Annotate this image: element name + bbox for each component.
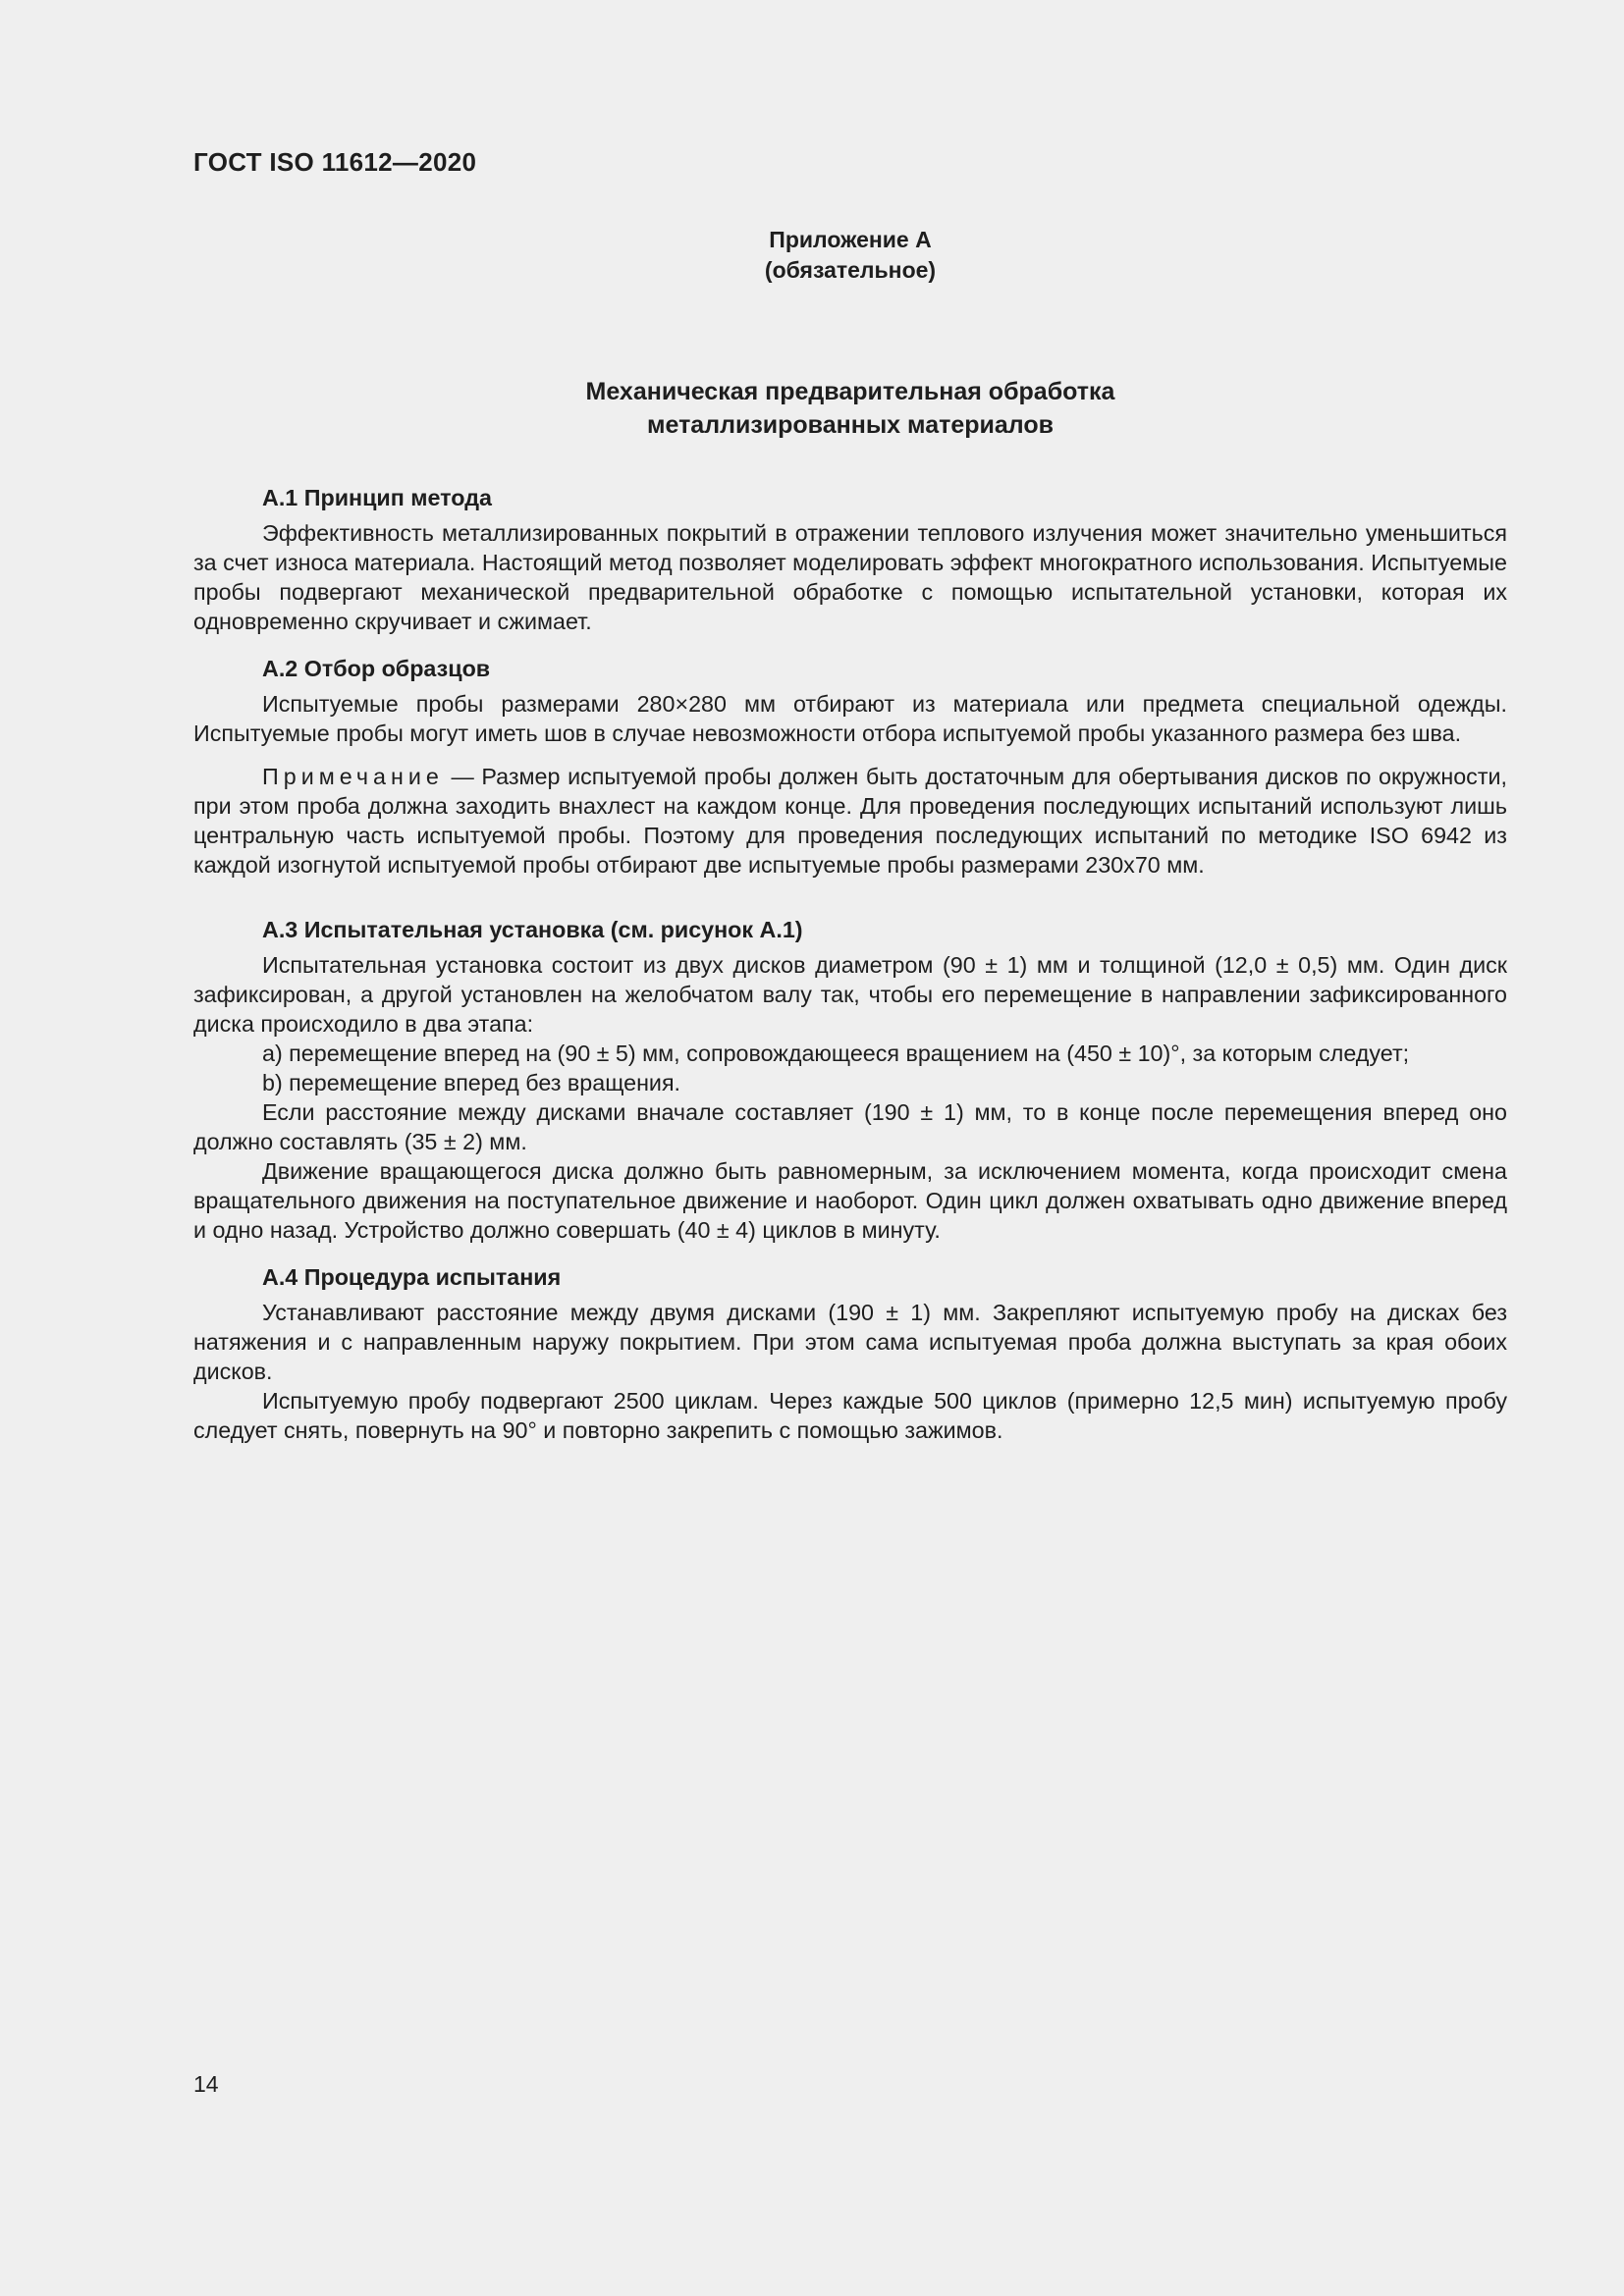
annex-status: (обязательное) (764, 257, 937, 283)
section-a2-heading: А.2 Отбор образцов (262, 656, 491, 681)
section-a4-heading: А.4 Процедура испытания (262, 1264, 562, 1290)
section-title (193, 375, 1507, 442)
section-a4 (193, 1262, 1507, 1445)
section-a1-text: Эффективность металлизированных покрытий в отражении теплового излучения может значительно уменьшиться за счет износа материала. Настоящий метод позволяет моделировать эффект многократного использования. Испытуемые пробы подвергают механической предварительной обработке с помощью испытательной установки, которая их одновременно скручивает и сжимает. (193, 520, 1507, 634)
annex-title: Приложение А (769, 227, 932, 252)
section-a2-note (193, 762, 1507, 880)
section-a2 (193, 654, 1507, 880)
section-a3 (193, 915, 1507, 1245)
note-text: — Размер испытуемой пробы должен быть достаточным для обертывания дисков по окружности, при этом проба должна заходить внахлест на каждом конце. Для проведения последующих испытаний используют лишь центральную часть испытуемой пробы. Поэтому для проведения последующих испытаний по методике ISO 6942 из каждой изогнутой испытуемой пробы отбирают две испытуемые пробы размерами 230x70 мм. (193, 764, 1507, 878)
section-a3-item-a: a) перемещение вперед на (90 ± 5) мм, сопровождающееся вращением на (450 ± 10)°, за которым следует; (262, 1041, 1410, 1066)
section-a3-item-b: b) перемещение вперед без вращения. (262, 1070, 681, 1095)
section-a4-text1: Устанавливают расстояние между двумя дисками (190 ± 1) мм. Закрепляют испытуемую пробу на дисках без натяжения и с направленным наружу покрытием. При этом сама испытуемая проба должна выступать за края обоих дисков. (193, 1300, 1507, 1384)
section-a3-text3: Движение вращающегося диска должно быть равномерным, за исключением момента, когда происходит смена вращательного движения на поступательное движение и наоборот. Один цикл должен охватывать одно движение вперед и одно назад. Устройство должно совершать (40 ± 4) циклов в минуту. (193, 1158, 1507, 1243)
section-a3-text1: Испытательная установка состоит из двух дисков диаметром (90 ± 1) мм и толщиной (12,0 ± 0,5) мм. Один диск зафиксирован, а другой установлен на желобчатом валу так, чтобы его перемещение в направлении зафиксированного диска происходило в два этапа: (193, 952, 1507, 1037)
page-number: 14 (193, 2071, 219, 2097)
annex-heading (193, 225, 1507, 286)
section-title-line1: Механическая предварительная обработка (585, 378, 1115, 405)
section-a1-heading: А.1 Принцип метода (262, 485, 492, 510)
section-a3-heading: А.3 Испытательная установка (см. рисунок А.1) (262, 917, 803, 942)
section-a4-text2: Испытуемую пробу подвергают 2500 циклам. Через каждые 500 циклов (примерно 12,5 мин) испытуемую пробу следует снять, повернуть на 90° и повторно закрепить с помощью зажимов. (193, 1388, 1507, 1443)
note-label: Примечание (262, 764, 444, 789)
section-a1 (193, 483, 1507, 636)
section-title-line2: металлизированных материалов (647, 411, 1054, 439)
section-a3-text2: Если расстояние между дисками вначале составляет (190 ± 1) мм, то в конце после перемещения вперед оно должно составлять (35 ± 2) мм. (193, 1099, 1507, 1154)
document-id: ГОСТ ISO 11612—2020 (193, 147, 477, 177)
section-a2-text: Испытуемые пробы размерами 280×280 мм отбирают из материала или предмета специальной одежды. Испытуемые пробы могут иметь шов в случае невозможности отбора испытуемой пробы указанного размера без шва. (193, 691, 1507, 746)
